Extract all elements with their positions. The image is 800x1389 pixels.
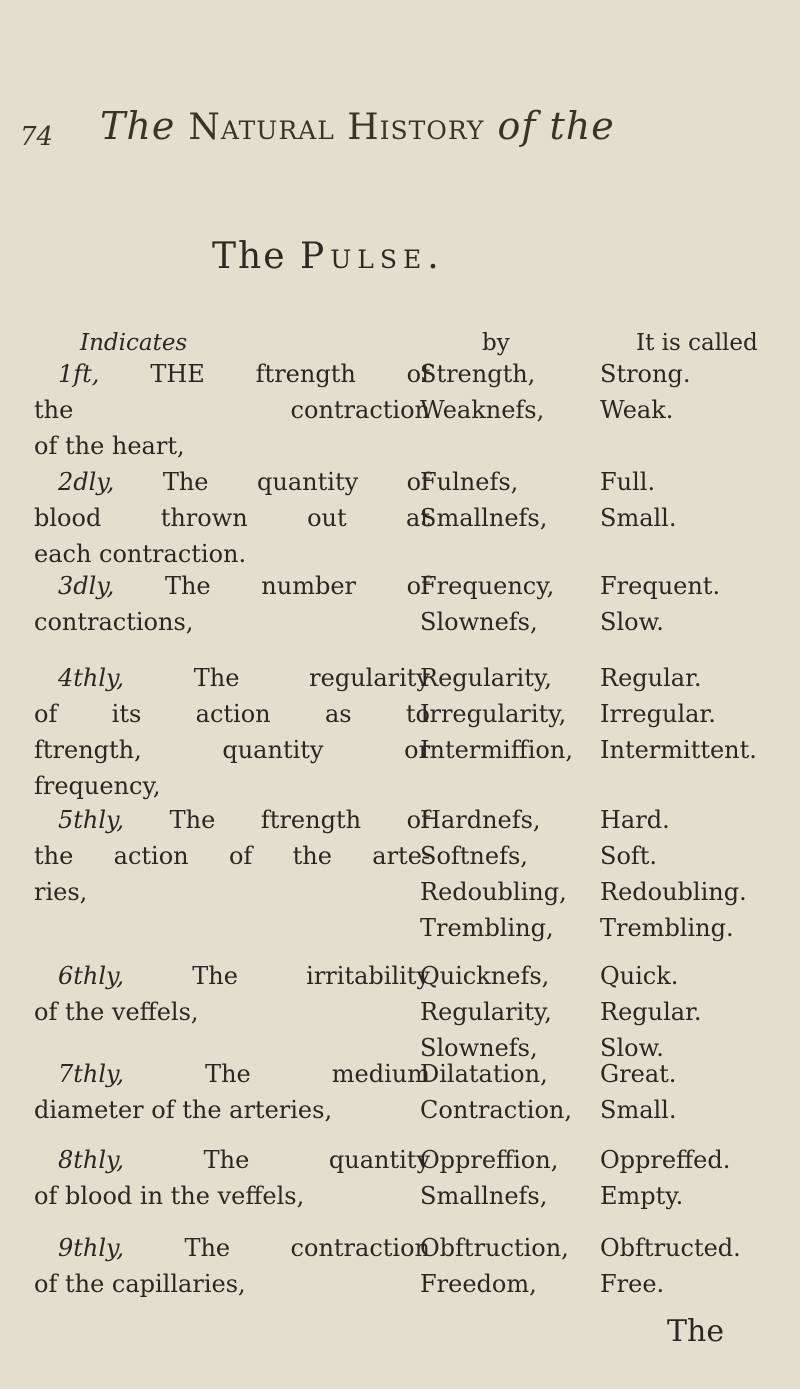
row-terms	[420, 356, 590, 428]
description-text: contractions,	[34, 608, 194, 636]
term: Trembling,	[420, 914, 554, 942]
description-text: blood thrown out at	[34, 504, 430, 532]
row-called	[600, 958, 780, 1066]
description-text: THE ftrength of	[150, 360, 430, 388]
running-head-suffix: of the	[497, 104, 615, 148]
description-line	[34, 958, 430, 994]
term: Contraction,	[420, 1096, 572, 1124]
term: Slownefs,	[420, 1034, 538, 1062]
row-terms	[420, 568, 590, 640]
called-term: Full.	[600, 468, 656, 496]
term: Frequency,	[420, 572, 555, 600]
header-indicates: Indicates	[80, 330, 188, 356]
description-line	[34, 568, 430, 604]
description-line	[34, 994, 430, 1030]
description-text: the action of the arte-	[34, 842, 430, 870]
description-line	[34, 1230, 430, 1266]
description-line	[34, 696, 430, 732]
term: Regularity,	[420, 998, 552, 1026]
row-called	[600, 1056, 780, 1128]
description-text: the contraction	[34, 396, 430, 424]
row-called	[600, 356, 780, 428]
description-line	[34, 536, 430, 572]
row-called	[600, 802, 780, 946]
row-terms	[420, 958, 590, 1066]
term: Oppreffion,	[420, 1146, 559, 1174]
row-description	[34, 1230, 430, 1302]
header-by: by	[482, 330, 510, 356]
ordinal: 2dly,	[58, 468, 115, 496]
row-description	[34, 568, 430, 640]
ordinal: 7thly,	[58, 1060, 125, 1088]
description-text: The irritability	[192, 962, 430, 990]
called-term: Slow.	[600, 1034, 664, 1062]
row-called	[600, 1142, 780, 1214]
called-term: Free.	[600, 1270, 665, 1298]
term: Redoubling,	[420, 878, 567, 906]
description-text: of the veffels,	[34, 998, 199, 1026]
term: Freedom,	[420, 1270, 537, 1298]
row-description	[34, 1056, 430, 1128]
description-line	[34, 1266, 430, 1302]
term: Obftruction,	[420, 1234, 569, 1262]
ordinal: 8thly,	[58, 1146, 125, 1174]
description-line	[34, 732, 430, 768]
section-title-article: The	[212, 236, 287, 277]
called-term: Frequent.	[600, 572, 721, 600]
ordinal: 5thly,	[58, 806, 125, 834]
row-called	[600, 464, 780, 536]
ordinal: 3dly,	[58, 572, 115, 600]
section-title-word: Pulse.	[299, 236, 445, 277]
row-terms	[420, 1230, 590, 1302]
description-text: ries,	[34, 878, 88, 906]
ordinal: 4thly,	[58, 664, 125, 692]
called-term: Soft.	[600, 842, 658, 870]
term: Dilatation,	[420, 1060, 548, 1088]
description-text: of blood in the veffels,	[34, 1182, 305, 1210]
term: Fulnefs,	[420, 468, 519, 496]
description-text: frequency,	[34, 772, 161, 800]
ordinal: 9thly,	[58, 1234, 125, 1262]
description-line	[34, 874, 430, 910]
page-number: 74	[20, 122, 54, 152]
description-text: The contraction	[184, 1234, 430, 1262]
called-term: Trembling.	[600, 914, 734, 942]
term: Slownefs,	[420, 608, 538, 636]
row-description	[34, 356, 430, 464]
description-line	[34, 1056, 430, 1092]
header-called: It is called	[636, 330, 758, 356]
row-terms	[420, 802, 590, 946]
called-term: Oppreffed.	[600, 1146, 731, 1174]
description-line	[34, 392, 430, 428]
running-head-prefix: The	[100, 104, 176, 148]
description-line	[34, 660, 430, 696]
description-text: each contraction.	[34, 540, 247, 568]
called-term: Regular.	[600, 664, 702, 692]
term: Smallnefs,	[420, 1182, 548, 1210]
description-text: of the heart,	[34, 432, 185, 460]
row-description	[34, 1142, 430, 1214]
description-text: The quantity of	[162, 468, 430, 496]
description-text: ftrength, quantity or	[34, 736, 430, 764]
term: Regularity,	[420, 664, 552, 692]
called-term: Small.	[600, 1096, 677, 1124]
description-line	[34, 838, 430, 874]
description-line	[34, 464, 430, 500]
description-line	[34, 768, 430, 804]
called-term: Weak.	[600, 396, 674, 424]
running-head	[100, 104, 615, 148]
called-term: Quick.	[600, 962, 679, 990]
term: Softnefs,	[420, 842, 528, 870]
ordinal: 6thly,	[58, 962, 125, 990]
called-term: Irregular.	[600, 700, 716, 728]
called-term: Great.	[600, 1060, 677, 1088]
description-line	[34, 1142, 430, 1178]
description-line	[34, 802, 430, 838]
description-line	[34, 604, 430, 640]
term: Intermiffion,	[420, 736, 573, 764]
term: Strength,	[420, 360, 536, 388]
description-line	[34, 1092, 430, 1128]
row-called	[600, 1230, 780, 1302]
description-text: The medium	[205, 1060, 430, 1088]
description-text: The number of	[164, 572, 430, 600]
description-text: diameter of the arteries,	[34, 1096, 333, 1124]
description-text: The quantity	[203, 1146, 430, 1174]
description-line	[34, 500, 430, 536]
called-term: Intermittent.	[600, 736, 757, 764]
row-description	[34, 958, 430, 1030]
called-term: Obftructed.	[600, 1234, 741, 1262]
called-term: Regular.	[600, 998, 702, 1026]
row-terms	[420, 1056, 590, 1128]
row-terms	[420, 660, 590, 768]
description-text: of the capillaries,	[34, 1270, 246, 1298]
term: Irregularity,	[420, 700, 567, 728]
description-text: of its action as to	[34, 700, 430, 728]
running-head-main: Natural History	[188, 107, 485, 148]
row-terms	[420, 1142, 590, 1214]
description-text: The ftrength of	[169, 806, 430, 834]
term: Quicknefs,	[420, 962, 550, 990]
row-description	[34, 660, 430, 804]
called-term: Small.	[600, 504, 677, 532]
row-called	[600, 660, 780, 768]
called-term: Hard.	[600, 806, 670, 834]
term: Smallnefs,	[420, 504, 548, 532]
called-term: Slow.	[600, 608, 664, 636]
called-term: Strong.	[600, 360, 691, 388]
term: Weaknefs,	[420, 396, 545, 424]
row-description	[34, 802, 430, 910]
description-line	[34, 356, 430, 392]
ordinal: 1ft,	[58, 360, 100, 388]
section-title	[212, 236, 445, 277]
row-called	[600, 568, 780, 640]
description-line	[34, 428, 430, 464]
description-line	[34, 1178, 430, 1214]
catchword: The	[667, 1314, 725, 1349]
row-terms	[420, 464, 590, 536]
called-term: Redoubling.	[600, 878, 747, 906]
term: Hardnefs,	[420, 806, 541, 834]
row-description	[34, 464, 430, 572]
called-term: Empty.	[600, 1182, 684, 1210]
description-text: The regularity	[193, 664, 430, 692]
